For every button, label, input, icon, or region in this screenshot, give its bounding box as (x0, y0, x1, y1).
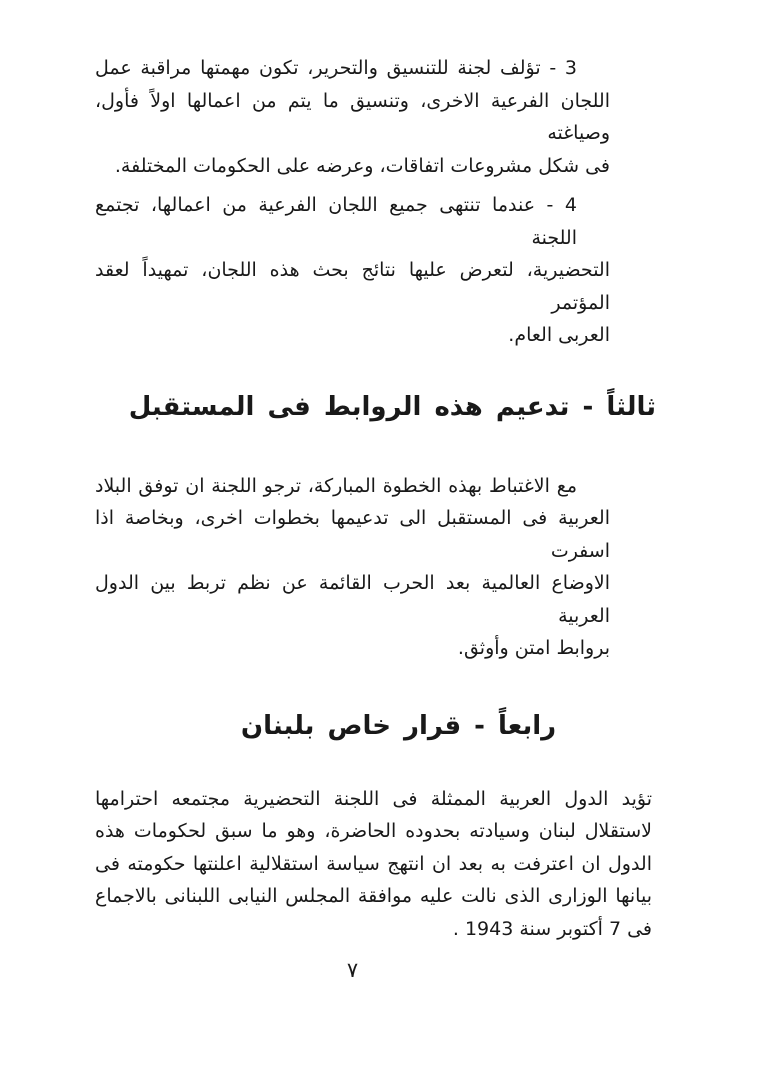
paragraph-line: العربية فى المستقبل الى تدعيمها بخطوات اخرى، وبخاصة اذا اسفرت (95, 507, 610, 562)
paragraph-line: 3 - تؤلف لجنة للتنسيق والتحرير، تكون مهمتها مراقبة عمل (95, 57, 577, 79)
paragraph-line: 4 - عندما تنتهى جميع اللجان الفرعية من اعمالها، تجتمع اللجنة (95, 194, 577, 249)
paragraph-line: الاوضاع العالمية بعد الحرب القائمة عن نظم تربط بين الدول العربية (95, 572, 610, 627)
paragraph-line: فى 7 أكتوبر سنة 1943 . (452, 917, 652, 940)
item-4 (95, 189, 610, 352)
paragraph-line: اللجان الفرعية الاخرى، وتنسيق ما يتم من اعمالها اولاً فأول، وصياغته (95, 89, 610, 144)
paragraph-line: لاستقلال لبنان وسيادته بحدوده الحاضرة، وهو ما سبق لحكومات هذه (95, 820, 652, 842)
heading-fourth: رابعاً - قرار خاص بلبنان (240, 710, 557, 741)
paragraph-line: الدول ان اعترفت به بعد ان انتهج سياسة استقلالية اعلنتها حكومته فى (95, 852, 652, 875)
paragraph-line: فى شكل مشروعات اتفاقات، وعرضه على الحكومات المختلفة. (114, 154, 610, 177)
para-lebanon-resolution (95, 783, 652, 946)
paragraph-line: العربى العام. (508, 324, 610, 346)
para-future-ties (95, 470, 610, 665)
item-3 (95, 52, 610, 182)
paragraph-line: بروابط امتن وأوثق. (457, 637, 610, 659)
paragraph-line: التحضيرية، لتعرض عليها نتائج بحث هذه اللجان، تمهيداً لعقد المؤتمر (95, 259, 610, 314)
paragraph-line: بيانها الوزارى الذى نالت عليه موافقة المجلس النيابى اللبنانى بالاجماع (95, 885, 652, 907)
paragraph-line: تؤيد الدول العربية الممثلة فى اللجنة التحضيرية مجتمعه احترامها (95, 787, 652, 810)
heading-third: ثالثاً - تدعيم هذه الروابط فى المستقبل (128, 391, 656, 422)
page-number: ٧ (346, 958, 359, 982)
paragraph-line: مع الاغتباط بهذه الخطوة المباركة، ترجو اللجنة ان توفق البلاد (95, 474, 577, 497)
document-body (95, 52, 656, 945)
